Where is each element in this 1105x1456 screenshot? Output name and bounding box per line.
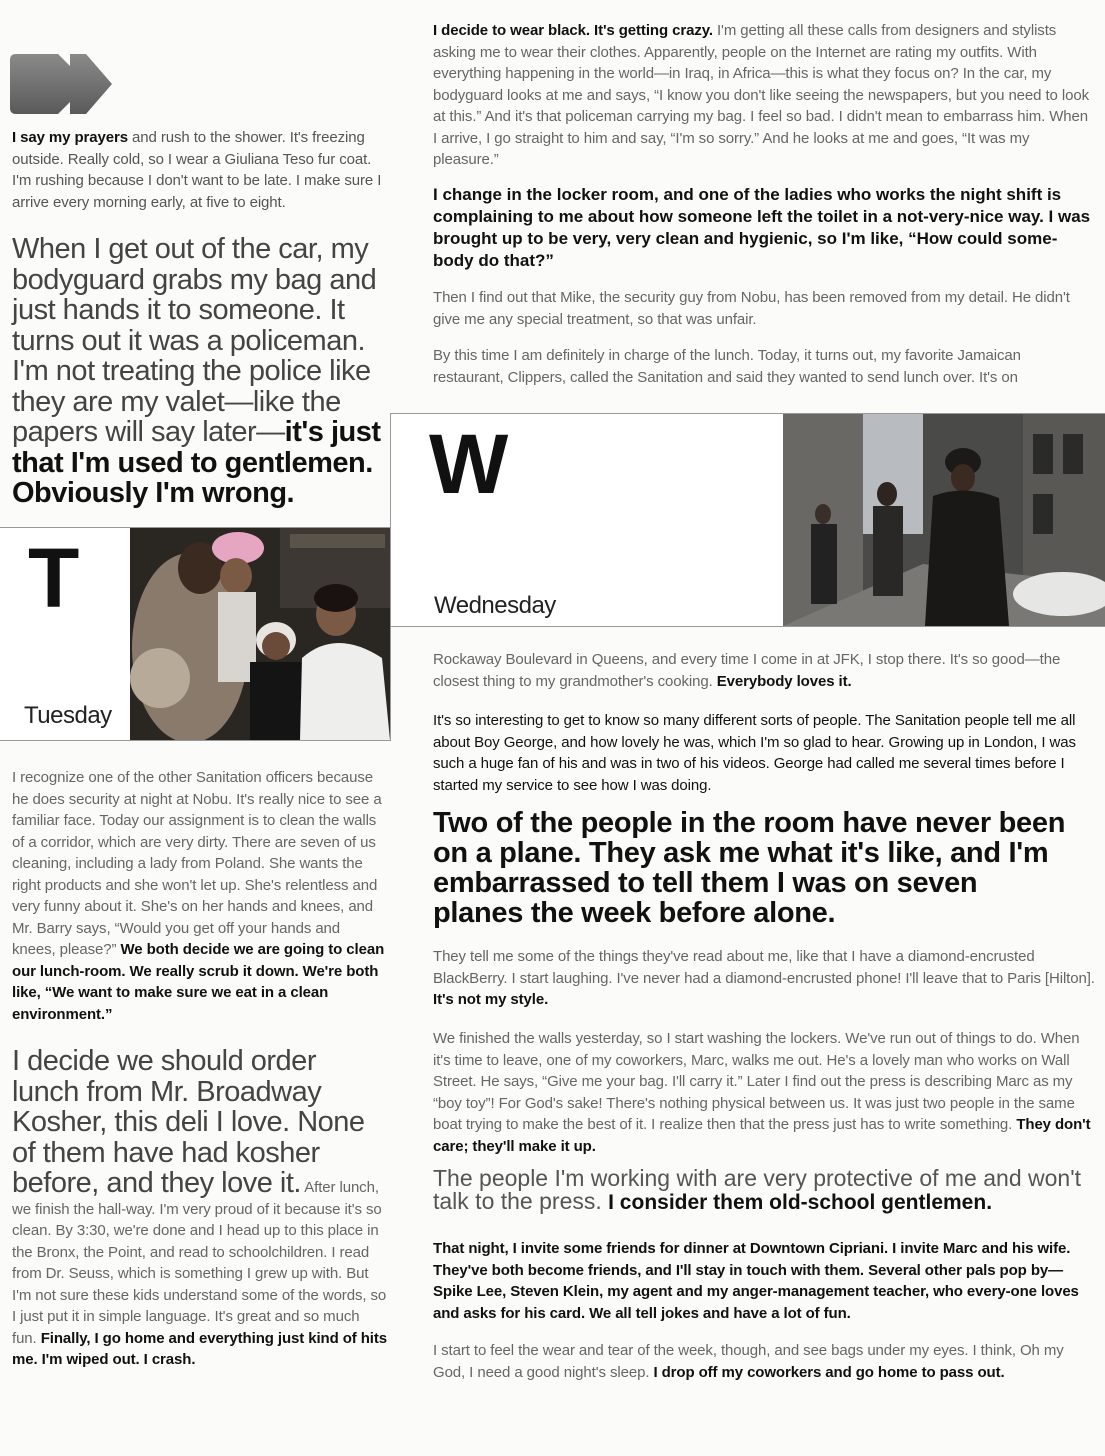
kosher-paragraph — [12, 1046, 387, 1371]
right-paragraph-1 — [433, 20, 1095, 171]
tuesday-bold-text: We both decide we are going to clean our lunch-room. We really scrub it down. We're both like, “We want to make sure we eat in a clean environment.” — [12, 941, 385, 1023]
p8-bold: They don't care; they'll make it up. — [433, 1116, 1091, 1155]
right-quote-2 — [433, 1167, 1095, 1214]
arrow-right-icon — [8, 52, 114, 116]
p5-bold: Everybody loves it. — [716, 672, 852, 690]
p2-bold: I change in the locker room, and one of the ladies who works the night shift is complaining to me about how someone left the toilet in a not-very-nice way. I was brought up to be very, very clean and hygienic, so I'm like, “How could some-body do that?” — [433, 185, 1091, 270]
day-letter: T — [28, 531, 80, 625]
wednesday-panel — [390, 413, 1105, 627]
p8-text: We finished the walls yesterday, so I start washing the lockers. We've run out of things to do. When it's time to leave, one of my coworkers, Marc, walks me out. He's a lovely man who works on Wall Street. He says, “Give me your bag. I'll carry it.” Later I find out the press is describing Marc as my “boy toy”! For God's sake! There's nothing physical between us. It was just two people in the same boat trying to make the best of it. I realize then that the press just has to write something. — [433, 1030, 1080, 1133]
pull-quote-text: Two of the people in the room have never been on a plane. They ask me what it's like, and I'm embarrassed to tell them I was on seven planes the week before alone. — [433, 807, 1066, 929]
p7-text: They tell me some of the things they've read about me, like that I have a diamond-encrusted BlackBerry. I start laughing. I've never had a diamond-encrusted phone! I'll leave that to Paris [Hilton]. — [433, 948, 1095, 987]
kosher-text: After lunch, we finish the hall-way. I'm very proud of it because it's so clean. By 3:30, we're done and I head up to this place in the Bronx, the Point, and read to schoolchildren. I read from Dr. Seuss, which is something I grew up with. But I'm not sure these kids understand some of the words, so I just put it in simple language. It's great and so much fun. — [12, 1179, 387, 1347]
right-paragraph-10 — [433, 1340, 1095, 1383]
right-paragraph-9 — [433, 1238, 1095, 1324]
kosher-bold-text: Finally, I go home and everything just kind of hits me. I'm wiped out. I crash. — [12, 1329, 388, 1368]
right-paragraph-3 — [433, 287, 1095, 330]
right-paragraph-4 — [433, 345, 1095, 388]
intro-lead: I say my prayers — [12, 129, 128, 146]
p1-text: I'm getting all these calls from designers and stylists asking me to wear their clothes. Apparently, people on the Internet are rating my outfits. With everything happening in the world—in Iraq, in Africa—this is what they focus on? In the car, my bodyguard looks at me and says, “I know you don't like seeing the newspapers, but you need to look at this.” And it's that policeman carrying my bag. I feel so bad. I didn't mean to embarrass him. When I arrive, I go straight to him and say, “I'm so sorry.” And he looks at me and goes, “It was my pleasure.” — [433, 22, 1089, 168]
right-paragraph-8 — [433, 1028, 1095, 1157]
pull-quote-light: When I get out of the car, my bodyguard grabs my bag and just hands it to someone. It turns out it was a policeman. I'm not treating the police like they are my valet—like the papers will say later— — [12, 233, 377, 448]
right-paragraph-2 — [433, 184, 1095, 272]
quote2-light: The people I'm working with are very protective of me and won't talk to the press. — [433, 1165, 1081, 1214]
right-paragraph-6 — [433, 710, 1095, 796]
tuesday-photo — [130, 528, 390, 740]
intro-paragraph — [12, 127, 387, 213]
right-pull-quote — [433, 808, 1073, 928]
tuesday-panel — [0, 527, 391, 741]
p9-text: That night, I invite some friends for dinner at Downtown Cipriani. I invite Marc and his wife. They've both become friends, and I'll stay in touch with them. Several other pals pop by—Spike Lee, Steven Klein, my agent and my anger-management teacher, who every-one loves and asks for his card. We all tell jokes and have a lot of fun. — [433, 1240, 1079, 1322]
day-label: Tuesday — [24, 702, 112, 729]
left-pull-quote — [12, 234, 387, 509]
right-paragraph-7 — [433, 946, 1095, 1011]
quote2-bold: I consider them old-school gentlemen. — [608, 1191, 993, 1214]
p3-text: Then I find out that Mike, the security guy from Nobu, has been removed from my detail. He didn't give me any special treatment, so that was unfair. — [433, 289, 1070, 328]
day-letter: W — [429, 417, 509, 511]
p10-text: I start to feel the wear and tear of the week, though, and see bags under my eyes. I think, Oh my God, I need a good night's sleep. — [433, 1342, 1064, 1381]
p5-text: Rockaway Boulevard in Queens, and every time I come in at JFK, I stop there. It's so good—the closest thing to my grandmother's cooking. — [433, 651, 1061, 690]
intro-text: and rush to the shower. It's freezing outside. Really cold, so I wear a Giuliana Teso fur coat. I'm rushing because I don't want to be late. I make sure I arrive every morning early, at five to eight. — [12, 129, 382, 211]
p10-bold: I drop off my coworkers and go home to pass out. — [653, 1363, 1005, 1381]
kosher-big-text: I decide we should order lunch from Mr. Broadway Kosher, this deli I love. None of them have had kosher before, and they love it. — [12, 1045, 365, 1199]
p1-bold: I decide to wear black. It's getting crazy. — [433, 22, 713, 39]
p4-text: By this time I am definitely in charge of the lunch. Today, it turns out, my favorite Jamaican restaurant, Clippers, called the Sanitation and said they wanted to send lunch over. It's on — [433, 347, 1021, 386]
p6-text: It's so interesting to get to know so many different sorts of people. The Sanitation people tell me all about Boy George, and how lovely he was, which I'm so glad to hear. Growing up in London, I was such a huge fan of his and was in two of his videos. George had called me several times before I started my service to see how I was doing. — [433, 712, 1076, 794]
tuesday-text: I recognize one of the other Sanitation officers because he does security at night at Nobu. It's really nice to see a familiar face. Today our assignment is to clean the walls of a corridor, which are very dirty. There are seven of us cleaning, including a lady from Poland. She wants the right products and she won't let up. She's relentless and very funny about it. She's on her hands and knees, and Mr. Barry says, “Would you get off your hands and knees, please?” — [12, 769, 382, 958]
wednesday-photo — [783, 414, 1105, 626]
tuesday-paragraph — [12, 767, 387, 1025]
day-label: Wednesday — [434, 592, 556, 619]
right-paragraph-5 — [433, 649, 1095, 692]
p7-bold: It's not my style. — [433, 991, 549, 1008]
pull-quote-bold: it's just that I'm used to gentlemen. Obviously I'm wrong. — [12, 416, 381, 509]
